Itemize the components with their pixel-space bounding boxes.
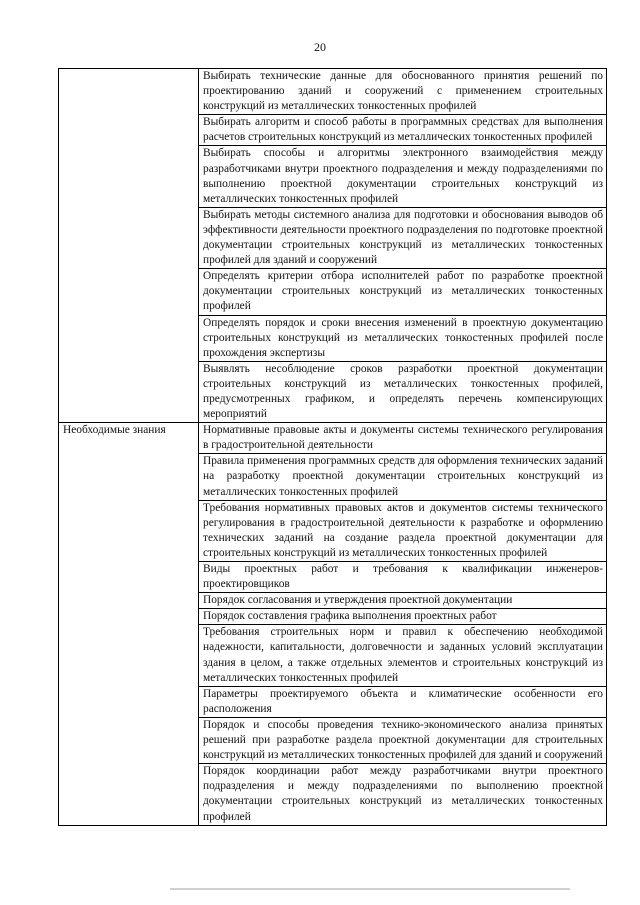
knowledge-item: Порядок согласования и утверждения проектной документации bbox=[199, 593, 607, 609]
knowledge-item: Параметры проектируемого объекта и климатические особенности его расположения bbox=[199, 686, 607, 717]
knowledge-item: Правила применения программных средств для оформления технических заданий на разработку проектной документации строительных конструкций из металлических тонкостенных профилей bbox=[199, 454, 607, 500]
knowledge-item: Порядок составления графика выполнения проектных работ bbox=[199, 609, 607, 625]
knowledge-item: Требования строительных норм и правил к обеспечению необходимой надежности, капитальности, долговечности и заданных условий эксплуатации здания в целом, а также отдельных элементов и строительных конструкций из металлических тонкостенных профилей bbox=[199, 625, 607, 686]
action-item: Выбирать методы системного анализа для подготовки и обоснования выводов об эффективности деятельности проектного подразделения по подготовке проектной документации строительных конструкций из металлических тонкостенных профилей для зданий и сооружений bbox=[199, 207, 607, 268]
table-row bbox=[59, 423, 607, 454]
knowledge-item: Порядок и способы проведения технико-экономического анализа принятых решений при разработке раздела проектной документации для строительных конструкций из металлических тонкостенных профилей для зданий и сооружений bbox=[199, 717, 607, 763]
action-item: Определять порядок и сроки внесения изменений в проектную документацию строительных конструкций из металлических тонкостенных профилей после прохождения экспертизы bbox=[199, 315, 607, 361]
page-number: 20 bbox=[314, 40, 326, 54]
requirements-table bbox=[58, 68, 607, 826]
knowledge-item: Виды проектных работ и требования к квалификации инженеров-проектировщиков bbox=[199, 562, 607, 593]
action-item: Выбирать способы и алгоритмы электронного взаимодействия между разработчиками внутри проектного подразделения и между подразделениями по выполнению проектной документации строительных конструкций из металлических тонкостенных профилей bbox=[199, 146, 607, 207]
action-item: Выявлять несоблюдение сроков разработки проектной документации строительных конструкций из металлических тонкостенных профилей, предусмотренных графиком, и определять перечень компенсирующих мероприятий bbox=[199, 361, 607, 422]
knowledge-item: Порядок координации работ между разработчиками внутри проектного подразделения и между подразделениями по выполнению проектной документации строительных конструкций из металлических тонкостенных профилей bbox=[199, 764, 607, 825]
empty-label-cell bbox=[59, 69, 199, 423]
action-item: Определять критерии отбора исполнителей работ по разработке проектной документации строительных конструкций из металлических тонкостенных профилей bbox=[199, 269, 607, 315]
page-edge-shadow bbox=[170, 888, 570, 890]
knowledge-item: Требования нормативных правовых актов и документов системы технического регулирования в градостроительной деятельности к разработке и оформлению технических заданий на создание раздела проектной документации для строительных конструкций из металлических тонкостенных профилей bbox=[199, 500, 607, 561]
table-row bbox=[59, 69, 607, 115]
knowledge-section-label: Необходимые знания bbox=[59, 423, 199, 825]
knowledge-item: Нормативные правовые акты и документы системы технического регулирования в градостроительной деятельности bbox=[199, 423, 607, 454]
action-item: Выбирать алгоритм и способ работы в программных средствах для выполнения расчетов строительных конструкций из металлических тонкостенных профилей bbox=[199, 115, 607, 146]
action-item: Выбирать технические данные для обоснованного принятия решений по проектированию зданий и сооружений с применением строительных конструкций из металлических тонкостенных профилей bbox=[199, 69, 607, 115]
